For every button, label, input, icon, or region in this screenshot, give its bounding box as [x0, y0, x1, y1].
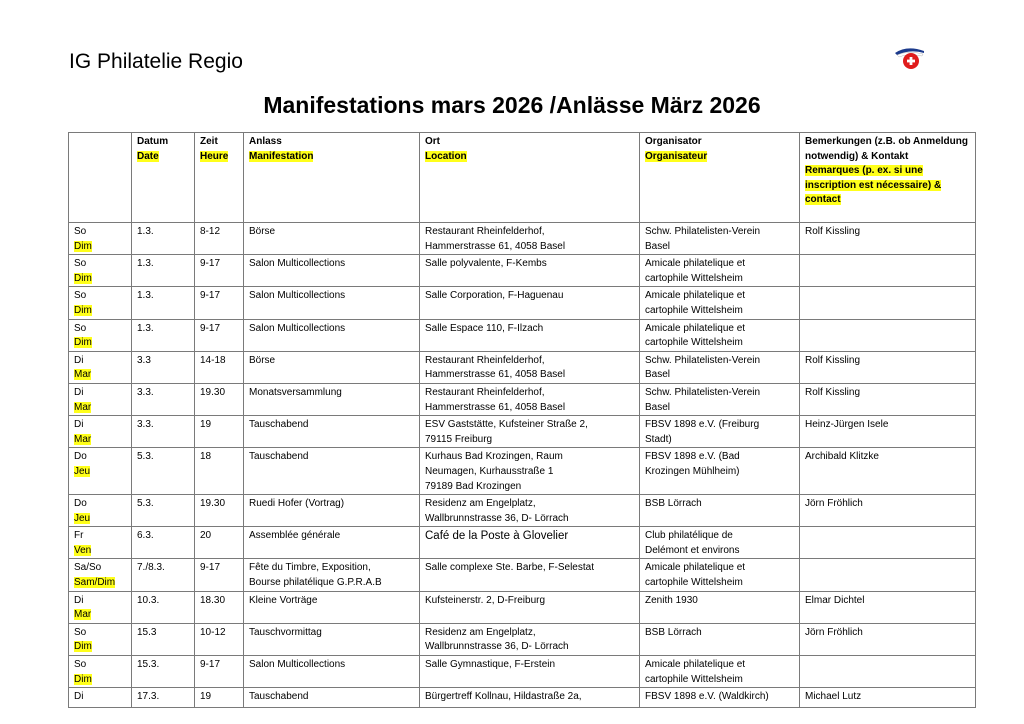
- cell-location: [420, 223, 640, 255]
- cell-day: [69, 688, 132, 708]
- day-de: Di: [74, 691, 84, 703]
- cell-location: [420, 416, 640, 448]
- cell-day: [69, 559, 132, 591]
- cell-remarks: [800, 688, 976, 708]
- cell-text: 15.3.: [137, 659, 160, 671]
- cell-text: Salle Corporation, F-Haguenau: [425, 290, 564, 302]
- cell-text: 3.3.: [137, 386, 154, 398]
- table-row: [69, 495, 976, 527]
- day-de: So: [74, 226, 87, 237]
- cell-organizer: [640, 623, 800, 655]
- cell-text: Amicale philatelique et: [645, 562, 746, 574]
- cell-text: 5.3.: [137, 498, 154, 510]
- cell-text: Amicale philatelique et: [645, 290, 746, 302]
- cell-organizer: [640, 319, 800, 351]
- cell-text: Bürgertreff Kollnau, Hildastraße 2a,: [425, 691, 582, 703]
- cell-time: [195, 383, 244, 415]
- table-row: [69, 527, 976, 559]
- cell-text: Börse: [249, 226, 276, 237]
- cell-text: Salle Gymnastique, F-Erstein: [425, 659, 556, 671]
- cell-text: Salon Multicollections: [249, 290, 346, 302]
- cell-text: 1.3.: [137, 290, 154, 302]
- cell-text: Kufsteinerstr. 2, D-Freiburg: [425, 594, 546, 606]
- cell-text: Schw. Philatelisten-Verein: [645, 354, 761, 366]
- cell-text: Archibald Klitzke: [805, 451, 879, 463]
- day-de: Di: [74, 354, 84, 366]
- cell-text: Club philatélique de: [645, 530, 733, 542]
- header-cell-remarks: Bemerkungen (z.B. ob Anmeldung notwendig) & Kontakt Remarques (p. ex. si une inscription est nécessaire) & contact: [800, 133, 976, 223]
- table-row: [69, 351, 976, 383]
- cell-time: [195, 688, 244, 708]
- cell-day: [69, 527, 132, 559]
- cell-date: [132, 591, 195, 623]
- cell-organizer: [640, 448, 800, 495]
- day-fr: Dim: [74, 272, 92, 284]
- cell-organizer: [640, 591, 800, 623]
- header-cell-time: Zeit Heure: [195, 133, 244, 223]
- cell-text: cartophile Wittelsheim: [645, 304, 743, 316]
- cell-text: Tauschvormittag: [249, 626, 322, 638]
- cell-text: Jörn Fröhlich: [805, 626, 863, 638]
- cell-text: Bourse philatélique G.P.R.A.B: [249, 577, 382, 589]
- cell-text: Restaurant Rheinfelderhof,: [425, 226, 545, 237]
- cell-date: [132, 223, 195, 255]
- header-cell-day: [69, 133, 132, 223]
- cell-location: [420, 287, 640, 319]
- cell-event: [244, 448, 420, 495]
- table-row: [69, 255, 976, 287]
- cell-location: [420, 656, 640, 688]
- cell-day: [69, 416, 132, 448]
- cell-text: Delémont et environs: [645, 544, 740, 556]
- cell-text: 10.3.: [137, 594, 160, 606]
- cell-organizer: [640, 223, 800, 255]
- cell-time: [195, 416, 244, 448]
- cell-time: [195, 287, 244, 319]
- day-fr: Mar: [74, 369, 92, 381]
- table-row: [69, 287, 976, 319]
- cell-text: Salle polyvalente, F-Kembs: [425, 258, 547, 270]
- cell-text: Rolf Kissling: [805, 386, 861, 398]
- cell-event: [244, 591, 420, 623]
- cell-day: [69, 351, 132, 383]
- cell-text: Wallbrunnstrasse 36, D- Lörrach: [425, 512, 569, 524]
- cell-organizer: [640, 416, 800, 448]
- cell-event: [244, 383, 420, 415]
- cell-text: 3.3.: [137, 419, 154, 431]
- cell-date: [132, 416, 195, 448]
- cell-text: Basel: [645, 401, 671, 413]
- cell-time: [195, 223, 244, 255]
- cell-text: Stadt): [645, 433, 672, 445]
- cell-text: 17.3.: [137, 691, 160, 703]
- cell-text: 9-17: [200, 322, 221, 334]
- cell-day: [69, 591, 132, 623]
- cell-event: [244, 416, 420, 448]
- cell-location: [420, 527, 640, 559]
- cell-remarks: [800, 383, 976, 415]
- cell-text: ESV Gaststätte, Kufsteiner Straße 2,: [425, 419, 588, 431]
- cell-text: 14-18: [200, 354, 226, 366]
- cell-location: [420, 319, 640, 351]
- cell-text: 1.3.: [137, 322, 154, 334]
- cell-text: 15.3: [137, 626, 157, 638]
- cell-location: [420, 448, 640, 495]
- cell-text: 10-12: [200, 626, 226, 638]
- cell-location: [420, 351, 640, 383]
- cell-location: [420, 591, 640, 623]
- day-de: So: [74, 258, 87, 270]
- cell-time: [195, 448, 244, 495]
- header-cell-date: Datum Date: [132, 133, 195, 223]
- organization-name: IG Philatelie Regio: [69, 50, 243, 73]
- cell-text: Restaurant Rheinfelderhof,: [425, 386, 545, 398]
- cell-text: 19.30: [200, 386, 226, 398]
- cell-location: [420, 383, 640, 415]
- cell-text: cartophile Wittelsheim: [645, 337, 743, 349]
- cell-text: Kleine Vorträge: [249, 594, 318, 606]
- day-de: So: [74, 659, 87, 671]
- cell-time: [195, 495, 244, 527]
- cell-text: Tauschabend: [249, 451, 309, 463]
- cell-time: [195, 527, 244, 559]
- day-fr: Dim: [74, 337, 92, 349]
- cell-remarks: [800, 223, 976, 255]
- day-de: So: [74, 290, 87, 302]
- table-header-row: [69, 133, 976, 223]
- cell-text: FBSV 1898 e.V. (Bad: [645, 451, 740, 463]
- cell-event: [244, 623, 420, 655]
- cell-organizer: [640, 656, 800, 688]
- cell-text: 8-12: [200, 226, 221, 237]
- cell-text: 1.3.: [137, 226, 154, 237]
- cell-text: Hammerstrasse 61, 4058 Basel: [425, 369, 566, 381]
- cell-date: [132, 495, 195, 527]
- cell-text: Schw. Philatelisten-Verein: [645, 226, 761, 237]
- cell-day: [69, 383, 132, 415]
- cell-event: [244, 527, 420, 559]
- cell-text: 9-17: [200, 562, 221, 574]
- cell-date: [132, 688, 195, 708]
- cell-date: [132, 319, 195, 351]
- cell-remarks: [800, 448, 976, 495]
- cell-text: Ruedi Hofer (Vortrag): [249, 498, 345, 510]
- cell-text: BSB Lörrach: [645, 498, 702, 510]
- cell-organizer: [640, 383, 800, 415]
- table-row: [69, 416, 976, 448]
- cell-location: [420, 623, 640, 655]
- cell-text: Rolf Kissling: [805, 226, 861, 237]
- day-de: Di: [74, 419, 84, 431]
- cell-location: [420, 688, 640, 708]
- cell-event: [244, 656, 420, 688]
- cell-text: Restaurant Rheinfelderhof,: [425, 354, 545, 366]
- cell-organizer: [640, 255, 800, 287]
- cell-text: Neumagen, Kurhausstraße 1: [425, 465, 554, 477]
- cell-text: Amicale philatelique et: [645, 322, 746, 334]
- cell-text: cartophile Wittelsheim: [645, 577, 743, 589]
- table-row: [69, 223, 976, 255]
- day-de: Sa/So: [74, 562, 102, 574]
- cell-remarks: [800, 255, 976, 287]
- cell-remarks: [800, 591, 976, 623]
- table-row: [69, 319, 976, 351]
- table-row: [69, 623, 976, 655]
- cell-organizer: [640, 527, 800, 559]
- cell-location: [420, 495, 640, 527]
- day-de: Di: [74, 386, 84, 398]
- cell-date: [132, 527, 195, 559]
- cell-text: Kurhaus Bad Krozingen, Raum: [425, 451, 563, 463]
- table-row: [69, 559, 976, 591]
- cell-text: Fête du Timbre, Exposition,: [249, 562, 371, 574]
- cell-text: Tauschabend: [249, 691, 309, 703]
- cell-date: [132, 383, 195, 415]
- cell-day: [69, 656, 132, 688]
- cell-text: Café de la Poste à Glovelier: [425, 530, 569, 543]
- day-fr: Dim: [74, 673, 92, 685]
- cell-text: Börse: [249, 354, 276, 366]
- cell-day: [69, 448, 132, 495]
- cell-location: [420, 255, 640, 287]
- table-row: [69, 656, 976, 688]
- header-cell-event: Anlass Manifestation: [244, 133, 420, 223]
- cell-text: 6.3.: [137, 530, 154, 542]
- day-fr: Mar: [74, 401, 92, 413]
- cell-text: FBSV 1898 e.V. (Freiburg: [645, 419, 760, 431]
- cell-text: Assemblée générale: [249, 530, 341, 542]
- cell-text: Hammerstrasse 61, 4058 Basel: [425, 401, 566, 413]
- cell-text: 9-17: [200, 290, 221, 302]
- cell-organizer: [640, 287, 800, 319]
- cell-text: Salon Multicollections: [249, 659, 346, 671]
- day-fr: Sam/Dim: [74, 577, 116, 589]
- cell-text: Salle complexe Ste. Barbe, F-Selestat: [425, 562, 594, 574]
- day-de: Do: [74, 451, 87, 463]
- day-fr: Ven: [74, 544, 92, 556]
- cell-date: [132, 255, 195, 287]
- cell-text: 9-17: [200, 659, 221, 671]
- day-de: So: [74, 626, 87, 638]
- cell-event: [244, 319, 420, 351]
- cell-remarks: [800, 287, 976, 319]
- header-cell-location: Ort Location: [420, 133, 640, 223]
- cell-time: [195, 623, 244, 655]
- table-row: [69, 383, 976, 415]
- cell-text: Michael Lutz: [805, 691, 862, 703]
- day-de: So: [74, 322, 87, 334]
- table-row: [69, 688, 976, 708]
- events-table: [68, 132, 976, 708]
- cell-text: Elmar Dichtel: [805, 594, 865, 606]
- cell-text: BSB Lörrach: [645, 626, 702, 638]
- cell-time: [195, 319, 244, 351]
- day-fr: Dim: [74, 641, 92, 653]
- cell-remarks: [800, 351, 976, 383]
- cell-text: Krozingen Mühlheim): [645, 465, 740, 477]
- cell-event: [244, 223, 420, 255]
- cell-text: Basel: [645, 369, 671, 381]
- cell-remarks: [800, 495, 976, 527]
- cell-organizer: [640, 559, 800, 591]
- cell-remarks: [800, 319, 976, 351]
- cell-text: Zenith 1930: [645, 594, 698, 606]
- page-title: Manifestations mars 2026 /Anlässe März 2026: [263, 92, 761, 118]
- cell-text: Monatsversammlung: [249, 386, 342, 398]
- cell-event: [244, 688, 420, 708]
- cell-remarks: [800, 416, 976, 448]
- cell-date: [132, 559, 195, 591]
- cell-text: 7./8.3.: [137, 562, 165, 574]
- cell-text: Wallbrunnstrasse 36, D- Lörrach: [425, 641, 569, 653]
- cell-event: [244, 255, 420, 287]
- cell-text: 19.30: [200, 498, 226, 510]
- day-de: Di: [74, 594, 84, 606]
- day-fr: Mar: [74, 433, 92, 445]
- cell-text: Basel: [645, 240, 671, 252]
- cell-text: cartophile Wittelsheim: [645, 272, 743, 284]
- cell-date: [132, 656, 195, 688]
- cell-text: 18: [200, 451, 212, 463]
- cell-remarks: [800, 656, 976, 688]
- cell-remarks: [800, 623, 976, 655]
- cell-location: [420, 559, 640, 591]
- day-fr: Jeu: [74, 465, 91, 477]
- cell-event: [244, 351, 420, 383]
- table-row: [69, 448, 976, 495]
- cell-text: 20: [200, 530, 212, 542]
- cell-time: [195, 656, 244, 688]
- cell-day: [69, 255, 132, 287]
- cell-text: 1.3.: [137, 258, 154, 270]
- cell-text: 19: [200, 691, 212, 703]
- day-de: Do: [74, 498, 87, 510]
- cell-date: [132, 623, 195, 655]
- cell-remarks: [800, 527, 976, 559]
- cell-text: Residenz am Engelplatz,: [425, 626, 536, 638]
- cell-text: cartophile Wittelsheim: [645, 673, 743, 685]
- cell-day: [69, 623, 132, 655]
- cell-organizer: [640, 351, 800, 383]
- cell-text: 19: [200, 419, 212, 431]
- cell-text: Residenz am Engelplatz,: [425, 498, 536, 510]
- cell-text: FBSV 1898 e.V. (Waldkirch): [645, 691, 769, 703]
- cell-text: Hammerstrasse 61, 4058 Basel: [425, 240, 566, 252]
- cell-event: [244, 559, 420, 591]
- cell-text: Salon Multicollections: [249, 322, 346, 334]
- day-fr: Jeu: [74, 512, 91, 524]
- table-row: [69, 591, 976, 623]
- cell-day: [69, 223, 132, 255]
- cell-time: [195, 591, 244, 623]
- cell-remarks: [800, 559, 976, 591]
- cell-text: 9-17: [200, 258, 221, 270]
- cell-text: Amicale philatelique et: [645, 258, 746, 270]
- day-fr: Dim: [74, 304, 92, 316]
- cell-text: 5.3.: [137, 451, 154, 463]
- cell-event: [244, 495, 420, 527]
- cell-date: [132, 351, 195, 383]
- cell-time: [195, 255, 244, 287]
- cell-day: [69, 495, 132, 527]
- cell-event: [244, 287, 420, 319]
- ig-philatelie-logo-icon: [893, 44, 927, 70]
- cell-text: Schw. Philatelisten-Verein: [645, 386, 761, 398]
- cell-text: Amicale philatelique et: [645, 659, 746, 671]
- cell-text: 3.3: [137, 354, 151, 366]
- cell-text: Jörn Fröhlich: [805, 498, 863, 510]
- cell-text: 18.30: [200, 594, 226, 606]
- day-fr: Mar: [74, 609, 92, 621]
- cell-text: Salon Multicollections: [249, 258, 346, 270]
- day-fr: Dim: [74, 240, 92, 252]
- cell-text: Rolf Kissling: [805, 354, 861, 366]
- cell-date: [132, 287, 195, 319]
- cell-time: [195, 559, 244, 591]
- day-de: Fr: [74, 530, 84, 542]
- cell-time: [195, 351, 244, 383]
- header-cell-organizer: Organisator Organisateur: [640, 133, 800, 223]
- cell-text: 79189 Bad Krozingen: [425, 480, 522, 492]
- cell-text: 79115 Freiburg: [425, 433, 493, 445]
- cell-text: Salle Espace 110, F-Ilzach: [425, 322, 544, 334]
- cell-day: [69, 287, 132, 319]
- cell-organizer: [640, 688, 800, 708]
- cell-day: [69, 319, 132, 351]
- cell-text: Heinz-Jürgen Isele: [805, 419, 889, 431]
- cell-date: [132, 448, 195, 495]
- cell-organizer: [640, 495, 800, 527]
- cell-text: Tauschabend: [249, 419, 309, 431]
